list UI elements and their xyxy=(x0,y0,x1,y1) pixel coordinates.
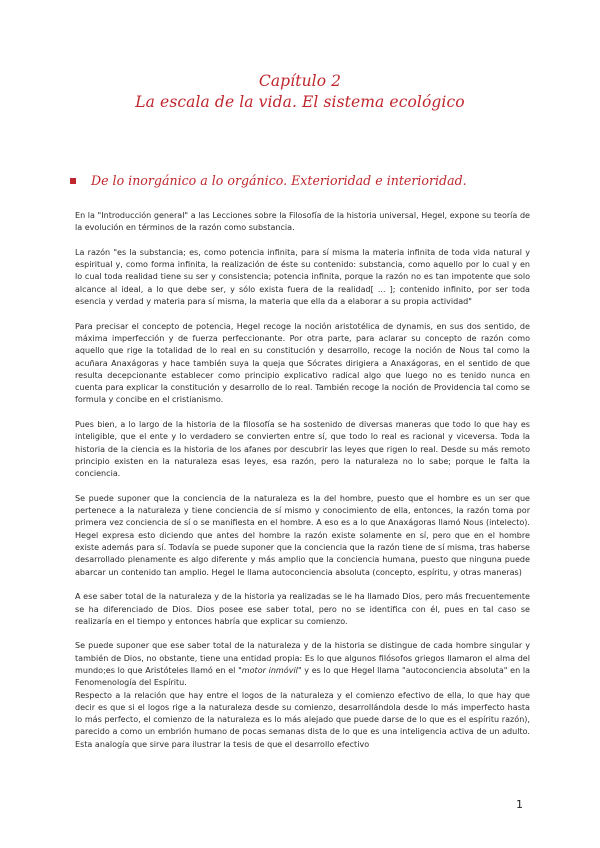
paragraph xyxy=(75,640,530,689)
section-title: De lo inorgánico a lo orgánico. Exterioridad e interioridad. xyxy=(91,173,467,188)
paragraph: En la "Introducción general" a las Lecciones sobre la Filosofía de la historia universal, Hegel, expone su teoría de la evolución en términos de la razón como substancia. xyxy=(75,211,530,233)
paragraph-text: Se puede suponer que ese saber total de la naturaleza y de la historia se distingue de cada hombre singular y también de Dios, no obstante, tiene una entidad propia: Es lo que algunos filósofos griegos llamaron el alma del mundo;es lo que Aristóteles llamó en el " xyxy=(75,641,530,675)
paragraph-text: " y es lo que Hegel llama "autoconciencia absoluta" en la Fenomenología del Espíritu. xyxy=(75,665,530,688)
chapter-number: Capítulo 2 xyxy=(258,72,342,90)
body-text xyxy=(75,210,530,751)
paragraph: Pues bien, a lo largo de la historia de la filosofía se ha sostenido de diversas maneras que todo lo que hay es inteligible, que el ente y lo verdadero se convierten entre sí, que todo lo real es racional y viceversa. Toda la historia de la ciencia es la historia de los afanes por descubrir las leyes que rigen lo real. Desde su más remoto principio existen en la naturaleza esas leyes, esa razón, pero la naturaleza no lo sabe; porque le falta la conciencia. xyxy=(75,420,530,479)
paragraph: La razón "es la substancia; es, como potencia infinita, para sí misma la materia infinita de toda vida natural y espiritual y, como forma infinita, la realización de éste su contenido: substancia, como aquello por lo cual y en lo cual toda realidad tiene su ser y consistencia; potencia infinita, porque la razón no es tan impotente que solo alcance al ideal, a lo que debe ser, y sólo exista fuera de la realidad[ ... ]; contenido infinito, por ser toda esencia y verdad y materia para sí misma, la materia que ella da a elaborar a su propia actividad" xyxy=(75,247,530,307)
paragraph: Para precisar el concepto de potencia, Hegel recoge la noción aristotélica de dynamis, en sus dos sentido, de máxima imperfección y de fuerza perfeccionante. Por otra parte, para aclarar su concepto de razón como aquello que rige la totalidad de lo real en su constitución y desarrollo, recoge la noción de Nous tal como la acuñara Anaxágoras y hace también suya la queja que Sócrates dirigiera a Anaxágoras, en el sentido de que resulta decepcionante establecer como principio explicativo radical algo que luego no es tenido nunca en cuenta para explicar la constitución y desarrollo de lo real. También recoge la noción de Providencia tal como se formula y concibe en el cristianismo. xyxy=(75,321,530,405)
paragraph: A ese saber total de la naturaleza y de la historia ya realizadas se le ha llamado Dios, pero más frecuentemente se ha diferenciado de Dios. Dios posee ese saber total, pero no se identifica con él, pues en tal caso se realizaría en el tiempo y entonces habría que explicar su comienzo. xyxy=(75,592,530,626)
paragraph: Se puede suponer que la conciencia de la naturaleza es la del hombre, puesto que el hombre es un ser que pertenece a la naturaleza y tiene conciencia de sí mismo y conocimiento de ella, entonces, la razón toma por primera vez conciencia de sí o se manifiesta en el hombre. A eso es a lo que Anaxágoras llamó Nous (intelecto). Hegel expresa esto diciendo que antes del hombre la razón existe solamente en sí, pero que en el hombre existe además para sí. Todavía se puede suponer que la conciencia que la razón tiene de sí misma, tras haberse desarrollado plenamente es algo diferente y más amplio que la conciencia humana, puesto que ninguna puede abarcar un contenido tan amplio. Hegel le llama autoconciencia absoluta (concepto, espíritu, y otras maneras) xyxy=(75,493,530,577)
page-number: 1 xyxy=(516,798,523,811)
italic-term: motor inmóvil xyxy=(241,665,298,675)
square-bullet-icon xyxy=(70,178,76,184)
section-heading xyxy=(91,173,561,188)
paragraph: Respecto a la relación que hay entre el logos de la naturaleza y el comienzo efectivo de ella, lo que hay que decir es que si el logos rige a la naturaleza desde su comienzo, desarrollándola desde lo más imperfecto hasta lo más perfecto, el comienzo de la naturaleza es lo más alejado que puede darse de lo que es el espíritu razón), parecido a como un embrión humano de pocas semanas dista de lo que es una inteligencia activa de un adulto. Esta analogía que sirve para ilustrar la tesis de que el desarrollo efectivo xyxy=(75,690,530,749)
chapter-title: La escala de la vida. El sistema ecológico xyxy=(135,93,465,111)
